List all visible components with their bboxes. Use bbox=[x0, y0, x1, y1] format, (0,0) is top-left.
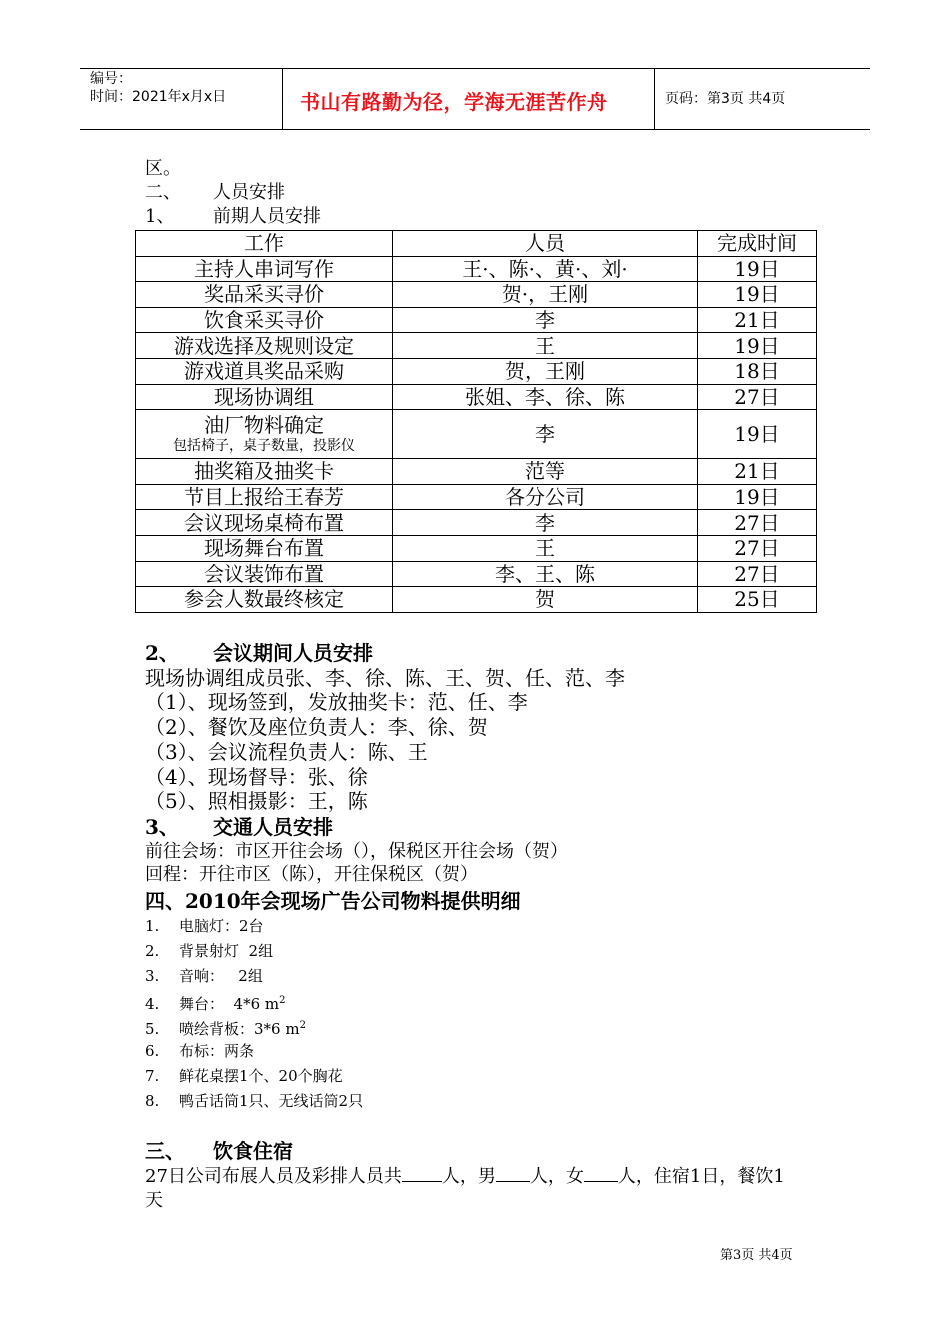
subsection2-heading bbox=[145, 641, 373, 665]
deadline-cell: 27日 bbox=[698, 561, 817, 587]
material-item bbox=[145, 966, 263, 986]
sub2-line: （3）、会议流程负责人：陈、王 bbox=[145, 740, 428, 764]
staff-cell: 李 bbox=[393, 510, 698, 536]
deadline-cell: 27日 bbox=[698, 535, 817, 561]
header-time-label: 时间：2021年x月x日 bbox=[90, 89, 227, 105]
deadline-cell: 19日 bbox=[698, 256, 817, 282]
deadline-cell: 19日 bbox=[698, 282, 817, 308]
lodging-line-2: 天 bbox=[145, 1190, 163, 1211]
header-divider-right bbox=[654, 68, 655, 129]
superscript: 2 bbox=[279, 995, 286, 1006]
subsection3-heading bbox=[145, 815, 333, 839]
staff-cell: 各分公司 bbox=[393, 484, 698, 510]
header-number-label: 编号： bbox=[90, 71, 132, 87]
deadline-cell: 21日 bbox=[698, 307, 817, 333]
table-row bbox=[136, 510, 817, 536]
sub2-line: （1）、现场签到，发放抽奖卡：范、任、李 bbox=[145, 690, 528, 714]
table-row bbox=[136, 535, 817, 561]
deadline-cell: 21日 bbox=[698, 459, 817, 485]
task-cell: 主持人串词写作 bbox=[136, 256, 393, 282]
material-item bbox=[145, 1066, 343, 1086]
staff-cell: 王 bbox=[393, 333, 698, 359]
sub2-line: 现场协调组成员张、李、徐、陈、王、贺、任、范、李 bbox=[145, 666, 625, 690]
material-item bbox=[145, 941, 273, 961]
section2-number: 二、 bbox=[145, 182, 181, 203]
staff-cell: 范等 bbox=[393, 459, 698, 485]
section3-heading bbox=[145, 1139, 293, 1163]
header-motto: 书山有路勤为径，学海无涯苦作舟 bbox=[300, 90, 608, 114]
deadline-cell: 18日 bbox=[698, 358, 817, 384]
staff-cell: 李 bbox=[393, 410, 698, 459]
staff-plan-table bbox=[135, 230, 817, 613]
deadline-cell: 19日 bbox=[698, 410, 817, 459]
staff-cell: 王·、陈·、黄·、刘· bbox=[393, 256, 698, 282]
header-top-rule bbox=[80, 68, 870, 69]
table-row bbox=[136, 484, 817, 510]
task-cell: 会议装饰布置 bbox=[136, 561, 393, 587]
material-number: 1. bbox=[145, 917, 160, 935]
deadline-cell: 27日 bbox=[698, 384, 817, 410]
material-number: 4. bbox=[145, 995, 160, 1013]
table-row bbox=[136, 307, 817, 333]
lodging-text-3: 人，女 bbox=[529, 1166, 584, 1187]
material-text: 鸭舌话筒1只、无线话筒2只 bbox=[179, 1092, 364, 1110]
table-row bbox=[136, 282, 817, 308]
task-cell: 游戏道具奖品采购 bbox=[136, 358, 393, 384]
lodging-text-4: 人，住宿1日，餐饮1 bbox=[617, 1166, 785, 1187]
sub3-line: 前往会场：市区开往会场（），保税区开往会场（贺） bbox=[145, 841, 568, 862]
material-text: 喷绘背板：3*6 m bbox=[179, 1020, 300, 1038]
subsection1-number: 1、 bbox=[145, 206, 175, 227]
material-text: 音响： 2组 bbox=[179, 967, 263, 985]
staff-cell: 李、王、陈 bbox=[393, 561, 698, 587]
section3-title: 饮食住宿 bbox=[213, 1139, 293, 1163]
task-cell: 参会人数最终核定 bbox=[136, 587, 393, 613]
subsection1-title: 前期人员安排 bbox=[213, 206, 321, 227]
sub2-line: （5）、照相摄影：王，陈 bbox=[145, 789, 368, 813]
material-text: 背景射灯 2组 bbox=[179, 942, 274, 960]
staff-cell: 张姐、李、徐、陈 bbox=[393, 384, 698, 410]
table-row bbox=[136, 358, 817, 384]
material-number: 6. bbox=[145, 1042, 160, 1060]
blank-female-count[interactable] bbox=[584, 1165, 618, 1182]
subsection2-title: 会议期间人员安排 bbox=[213, 641, 373, 665]
task-cell: 会议现场桌椅布置 bbox=[136, 510, 393, 536]
material-item bbox=[145, 1016, 306, 1039]
task-cell: 饮食采买寻价 bbox=[136, 307, 393, 333]
task-cell: 游戏选择及规则设定 bbox=[136, 333, 393, 359]
staff-cell: 李 bbox=[393, 307, 698, 333]
material-number: 3. bbox=[145, 967, 160, 985]
staff-cell: 贺·，王刚 bbox=[393, 282, 698, 308]
material-text: 布标：两条 bbox=[179, 1042, 255, 1060]
lodging-text-1: 27日公司布展人员及彩排人员共 bbox=[145, 1166, 402, 1187]
material-text: 舞台： 4*6 m bbox=[179, 995, 280, 1013]
material-text: 电脑灯：2台 bbox=[179, 917, 264, 935]
table-row bbox=[136, 561, 817, 587]
table-row bbox=[136, 459, 817, 485]
continued-text: 区。 bbox=[145, 158, 181, 179]
material-text: 鲜花桌摆1个、20个胸花 bbox=[179, 1067, 343, 1085]
task-cell: 节目上报给王春芳 bbox=[136, 484, 393, 510]
task-name: 油厂物料确定 bbox=[204, 413, 324, 438]
task-cell: 抽奖箱及抽奖卡 bbox=[136, 459, 393, 485]
material-item bbox=[145, 1091, 363, 1111]
subsection1-heading bbox=[145, 206, 321, 228]
staff-cell: 王 bbox=[393, 535, 698, 561]
subsection3-number: 3、 bbox=[145, 815, 179, 839]
deadline-cell: 19日 bbox=[698, 484, 817, 510]
section3-number: 三、 bbox=[145, 1139, 185, 1163]
table-row bbox=[136, 410, 817, 459]
deadline-cell: 19日 bbox=[698, 333, 817, 359]
section2-title: 人员安排 bbox=[213, 182, 285, 203]
blank-male-count[interactable] bbox=[496, 1165, 530, 1182]
subsection2-number: 2、 bbox=[145, 641, 179, 665]
task-cell: 奖品采买寻价 bbox=[136, 282, 393, 308]
table-header-row bbox=[136, 231, 817, 257]
task-note: 包括椅子，桌子数量，投影仪 bbox=[173, 438, 355, 455]
deadline-cell: 27日 bbox=[698, 510, 817, 536]
material-number: 7. bbox=[145, 1067, 160, 1085]
staff-cell: 贺，王刚 bbox=[393, 358, 698, 384]
table-header-cell: 完成时间 bbox=[698, 231, 817, 257]
material-item bbox=[145, 1041, 254, 1061]
material-item bbox=[145, 916, 264, 936]
material-item bbox=[145, 991, 286, 1014]
task-cell bbox=[136, 410, 393, 459]
task-cell: 现场舞台布置 bbox=[136, 535, 393, 561]
table-header-cell: 人员 bbox=[393, 231, 698, 257]
section4-heading: 四、2010年会现场广告公司物料提供明细 bbox=[145, 889, 521, 913]
material-number: 5. bbox=[145, 1020, 160, 1038]
table-row bbox=[136, 333, 817, 359]
superscript: 2 bbox=[299, 1020, 306, 1031]
table-header-cell: 工作 bbox=[136, 231, 393, 257]
lodging-line bbox=[145, 1165, 785, 1188]
blank-total-count[interactable] bbox=[402, 1165, 442, 1182]
header-bottom-rule bbox=[80, 129, 870, 130]
sub2-line: （4）、现场督导：张、徐 bbox=[145, 765, 368, 789]
footer-page-number: 第3页 共4页 bbox=[720, 1248, 793, 1263]
section2-heading bbox=[145, 182, 285, 204]
sub3-line: 回程：开往市区（陈），开往保税区（贺） bbox=[145, 864, 478, 885]
staff-cell: 贺 bbox=[393, 587, 698, 613]
table-row bbox=[136, 384, 817, 410]
task-cell: 现场协调组 bbox=[136, 384, 393, 410]
material-number: 2. bbox=[145, 942, 160, 960]
lodging-text-2: 人，男 bbox=[441, 1166, 496, 1187]
header-divider-left bbox=[282, 68, 283, 129]
table-row bbox=[136, 256, 817, 282]
deadline-cell: 25日 bbox=[698, 587, 817, 613]
table-row bbox=[136, 587, 817, 613]
sub2-line: （2）、餐饮及座位负责人：李、徐、贺 bbox=[145, 715, 488, 739]
material-number: 8. bbox=[145, 1092, 160, 1110]
subsection3-title: 交通人员安排 bbox=[213, 815, 333, 839]
header-page-label: 页码：第3页 共4页 bbox=[665, 91, 786, 107]
